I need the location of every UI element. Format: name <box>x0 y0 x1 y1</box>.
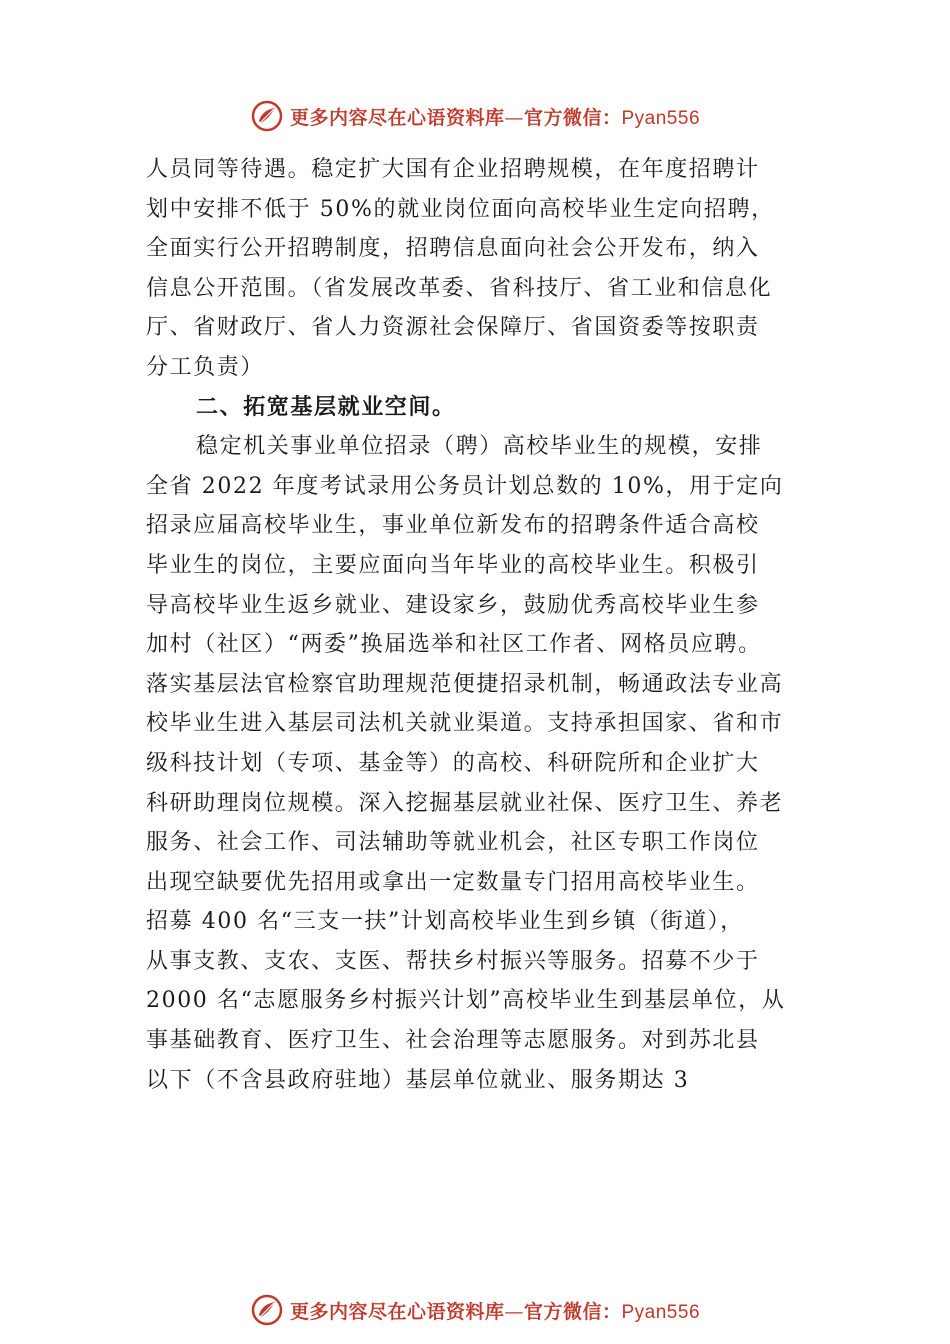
logo-icon <box>250 99 284 133</box>
text-line: 厅、省财政厅、省人力资源社会保障厅、省国资委等按职责 <box>146 315 760 341</box>
text-line: 落实基层法官检察官助理规范便捷招录机制，畅通政法专业高 <box>146 671 784 697</box>
header-watermark <box>0 96 950 136</box>
text-line: 加村（社区）“两委”换届选举和社区工作者、网格员应聘。 <box>146 632 762 658</box>
text-line: 人员同等待遇。稳定扩大国有企业招聘规模，在年度招聘计 <box>146 157 760 182</box>
text-line: 招录应届高校毕业生，事业单位新发布的招聘条件适合高校 <box>146 513 760 539</box>
text-line: 招募 400 名“三支一扶”计划高校毕业生到乡镇（街道）， <box>146 909 744 935</box>
document-body <box>146 150 816 1100</box>
text-line: 全省 2022 年度考试录用公务员计划总数的 10%，用于定向 <box>146 473 784 499</box>
watermark-text: 更多内容尽在心语资料库—官方微信：Pyan556 <box>289 1300 701 1323</box>
watermark-text: 更多内容尽在心语资料库—官方微信：Pyan556 <box>289 106 701 129</box>
text-line: 科研助理岗位规模。深入挖掘基层就业社保、医疗卫生、养老 <box>146 790 784 816</box>
text-line: 信息公开范围。（省发展改革委、省科技厅、省工业和信息化 <box>146 275 773 301</box>
text-line: 出现空缺要优先招用或拿出一定数量专门招用高校毕业生。 <box>146 869 760 895</box>
text-line: 导高校毕业生返乡就业、建设家乡，鼓励优秀高校毕业生参 <box>146 592 760 618</box>
paragraph-2 <box>146 427 816 1100</box>
section-heading: 二、拓宽基层就业空间。 <box>196 393 456 420</box>
text-line: 事基础教育、医疗卫生、社会治理等志愿服务。对到苏北县 <box>146 1028 760 1054</box>
text-line: 校毕业生进入基层司法机关就业渠道。支持承担国家、省和市 <box>146 711 784 737</box>
text-line: 2000 名“志愿服务乡村振兴计划”高校毕业生到基层单位，从 <box>146 988 786 1014</box>
logo-icon <box>250 1293 284 1327</box>
text-line: 划中安排不低于 50%的就业岗位面向高校毕业生定向招聘， <box>146 196 775 222</box>
text-line: 稳定机关事业单位招录（聘）高校毕业生的规模，安排 <box>196 434 763 460</box>
text-line: 毕业生的岗位，主要应面向当年毕业的高校毕业生。积极引 <box>146 552 760 578</box>
paragraph-1 <box>146 150 816 388</box>
text-line: 以下（不含县政府驻地）基层单位就业、服务期达 3 <box>146 1067 690 1093</box>
text-line: 级科技计划（专项、基金等）的高校、科研院所和企业扩大 <box>146 750 760 776</box>
text-line: 从事支教、支农、支医、帮扶乡村振兴等服务。招募不少于 <box>146 948 760 974</box>
text-line: 全面实行公开招聘制度，招聘信息面向社会公开发布，纳入 <box>146 236 760 262</box>
footer-watermark <box>0 1290 950 1330</box>
text-line: 服务、社会工作、司法辅助等就业机会，社区专职工作岗位 <box>146 830 760 856</box>
text-line: 分工负责） <box>146 354 265 380</box>
